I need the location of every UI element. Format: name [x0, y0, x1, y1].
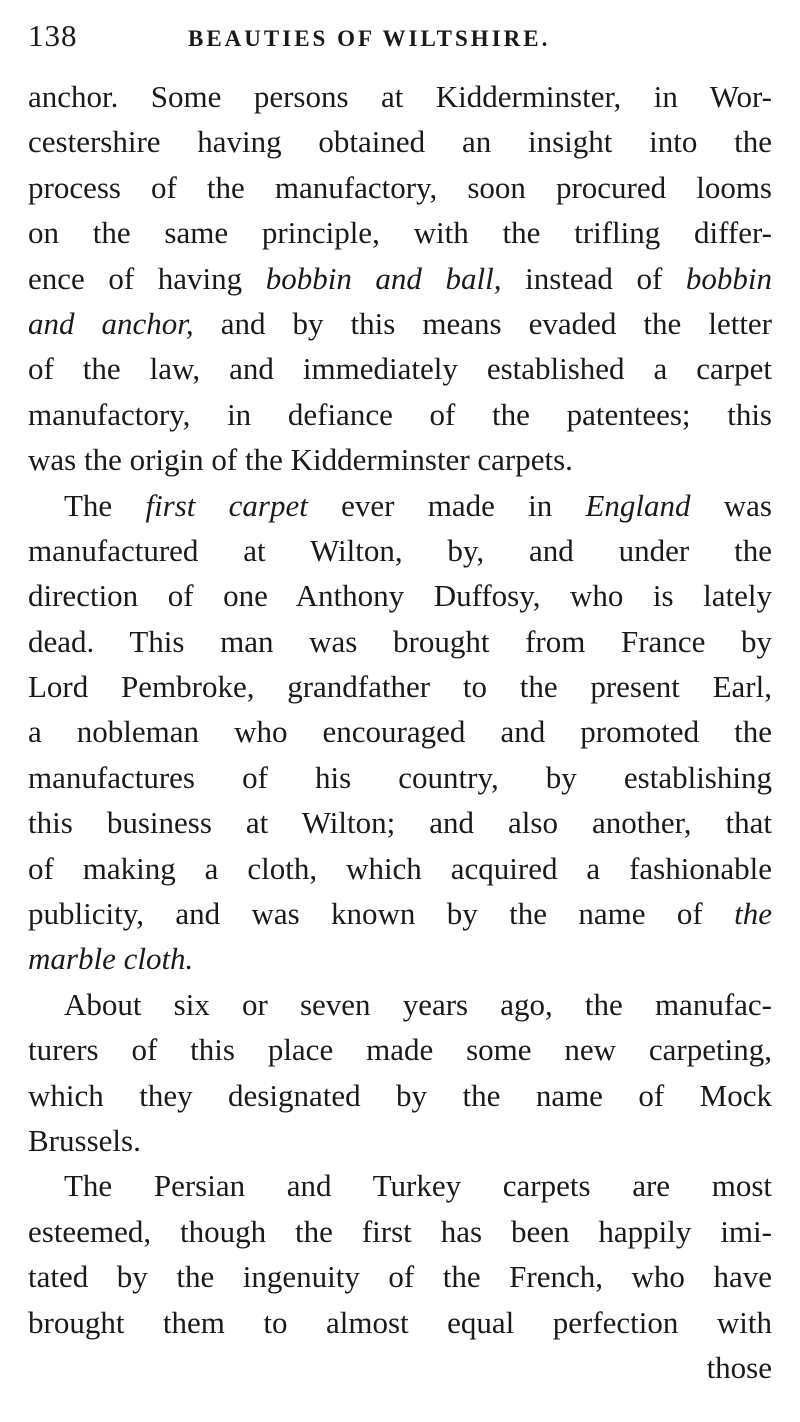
- italic-text: England: [585, 487, 691, 523]
- text-segment: was the origin of the Kidderminster carpets.: [28, 442, 573, 478]
- text-line: [28, 392, 772, 437]
- text-segment: tated by the ingenuity of the French, who have: [28, 1259, 772, 1295]
- body-text: [28, 74, 772, 1390]
- text-segment: Brussels.: [28, 1122, 141, 1158]
- text-line: [28, 437, 772, 482]
- text-line: [28, 936, 772, 981]
- text-line: [28, 846, 772, 891]
- paragraph: [28, 483, 772, 982]
- text-segment: instead of: [501, 260, 686, 296]
- text-segment: turers of this place made some new carpeting,: [28, 1032, 772, 1068]
- text-segment: on the same principle, with the trifling differ-: [28, 215, 772, 251]
- text-line: [28, 256, 772, 301]
- text-line: [28, 1300, 772, 1345]
- text-line: [28, 755, 772, 800]
- text-segment: ever made in: [307, 487, 586, 523]
- text-segment: of the law, and immediately established a carpet: [28, 351, 772, 387]
- text-line: [28, 210, 772, 255]
- italic-text: bobbin and ball,: [265, 260, 502, 296]
- text-segment: Lord Pembroke, grandfather to the present Earl,: [28, 669, 772, 705]
- paragraph: [28, 74, 772, 483]
- text-line: [28, 982, 772, 1027]
- text-segment: ence of having: [28, 260, 266, 296]
- text-line: [28, 709, 772, 754]
- text-line: [28, 1073, 772, 1118]
- text-segment: manufactures of his country, by establishing: [28, 759, 772, 795]
- italic-text: first carpet: [145, 487, 308, 523]
- text-line: [28, 1254, 772, 1299]
- running-title: BEAUTIES OF WILTSHIRE.: [188, 26, 551, 51]
- text-segment: manufactured at Wilton, by, and under the: [28, 532, 772, 568]
- text-segment: this business at Wilton; and also another, that: [28, 805, 772, 841]
- text-line: [28, 301, 772, 346]
- text-line: [28, 664, 772, 709]
- text-segment: anchor. Some persons at Kidderminster, in Wor-: [28, 79, 772, 114]
- text-segment: of making a cloth, which acquired a fashionable: [28, 850, 772, 886]
- text-segment: direction of one Anthony Duffosy, who is lately: [28, 578, 772, 614]
- running-head: [28, 14, 778, 54]
- page-number: 138: [28, 18, 78, 53]
- text-line: [28, 528, 772, 573]
- paragraph: [28, 1163, 772, 1345]
- text-segment: esteemed, though the first has been happily imi-: [28, 1213, 772, 1249]
- text-segment: was: [690, 487, 772, 523]
- italic-text: bobbin: [685, 260, 773, 296]
- italic-text: and anchor,: [28, 305, 194, 341]
- text-line: [28, 573, 772, 618]
- text-line: [28, 1027, 772, 1072]
- text-segment: process of the manufactory, soon procured looms: [28, 169, 772, 205]
- text-segment: brought them to almost equal perfection with: [28, 1304, 772, 1340]
- text-line: [28, 619, 772, 664]
- text-segment: a nobleman who encouraged and promoted the: [28, 714, 772, 750]
- text-line: [28, 1118, 772, 1163]
- text-line: [28, 1163, 772, 1208]
- text-segment: publicity, and was known by the name of: [28, 896, 735, 932]
- text-line: [28, 800, 772, 845]
- text-line: [28, 346, 772, 391]
- paragraph: [28, 982, 772, 1164]
- text-segment: About six or seven years ago, the manufac-: [64, 986, 772, 1022]
- italic-text: marble cloth.: [28, 941, 194, 977]
- catchword: those: [706, 1349, 772, 1385]
- text-line: [28, 1209, 772, 1254]
- text-segment: The Persian and Turkey carpets are most: [64, 1168, 772, 1204]
- text-line: [28, 483, 772, 528]
- text-segment: cestershire having obtained an insight into the: [28, 124, 772, 160]
- text-line: [28, 891, 772, 936]
- text-line: [28, 119, 772, 164]
- text-segment: and by this means evaded the letter: [193, 305, 773, 341]
- text-line: [28, 165, 772, 210]
- italic-text: the: [734, 896, 772, 932]
- text-segment: manufactory, in defiance of the patentees; this: [28, 396, 772, 432]
- text-segment: dead. This man was brought from France by: [28, 623, 772, 659]
- text-line: [28, 74, 772, 119]
- text-segment: which they designated by the name of Mock: [28, 1077, 772, 1113]
- text-segment: The: [64, 487, 146, 523]
